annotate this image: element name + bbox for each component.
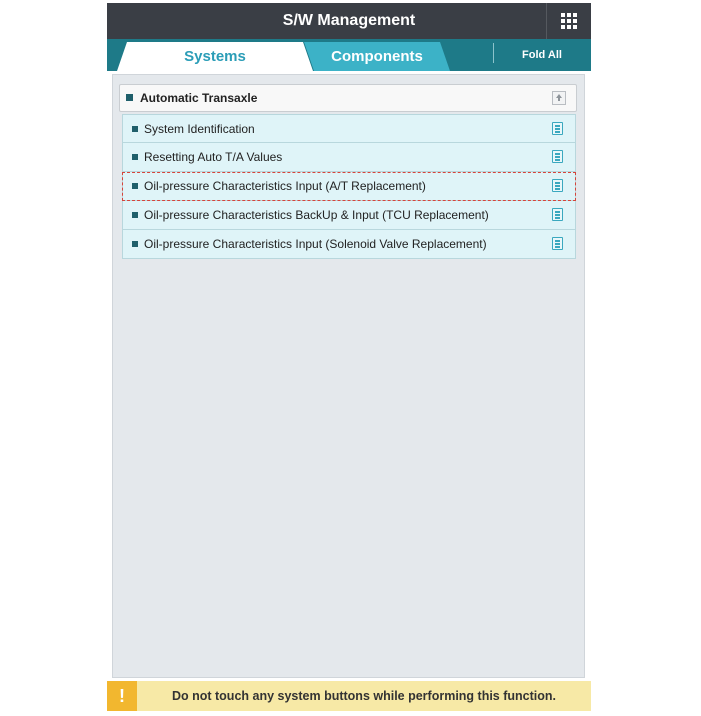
app-window <box>107 3 591 716</box>
content-panel <box>112 74 585 678</box>
item-bullet-icon <box>132 154 138 160</box>
list-item-label: Oil-pressure Characteristics Input (A/T Replacement) <box>144 179 426 193</box>
tab-components[interactable] <box>304 42 450 71</box>
grid-menu-button[interactable] <box>546 3 591 39</box>
warning-banner <box>107 681 591 711</box>
item-bullet-icon <box>132 241 138 247</box>
list-item[interactable] <box>122 201 576 230</box>
warning-text: Do not touch any system buttons while performing this function. <box>171 689 557 703</box>
list-item[interactable] <box>122 114 576 143</box>
warning-icon: ! <box>107 681 137 711</box>
function-list <box>122 114 576 259</box>
document-icon[interactable] <box>552 237 563 250</box>
list-item-label: Resetting Auto T/A Values <box>144 150 283 164</box>
item-bullet-icon <box>132 212 138 218</box>
list-item-label: System Identification <box>144 122 255 136</box>
tab-components-label: Components <box>331 48 423 65</box>
document-icon[interactable] <box>552 179 563 192</box>
section-header[interactable] <box>119 84 577 112</box>
list-item[interactable] <box>122 230 576 259</box>
collapse-up-icon[interactable] <box>552 91 566 105</box>
list-item-label: Oil-pressure Characteristics Input (Solenoid Valve Replacement) <box>144 237 487 251</box>
list-item-label: Oil-pressure Characteristics BackUp & Input (TCU Replacement) <box>144 208 489 222</box>
document-icon[interactable] <box>552 150 563 163</box>
tab-systems-label: Systems <box>184 48 246 65</box>
document-icon[interactable] <box>552 208 563 221</box>
toolbar-divider <box>493 43 494 63</box>
section-title: Automatic Transaxle <box>140 91 258 105</box>
tab-bar <box>107 39 591 71</box>
item-bullet-icon <box>132 183 138 189</box>
title-bar <box>107 3 591 39</box>
tab-systems[interactable] <box>117 42 313 71</box>
page-title: S/W Management <box>282 12 416 29</box>
document-icon[interactable] <box>552 122 563 135</box>
item-bullet-icon <box>132 126 138 132</box>
grid-menu-icon <box>561 13 577 29</box>
list-item[interactable] <box>122 143 576 172</box>
list-item-selected[interactable] <box>122 172 576 201</box>
fold-all-button[interactable]: Fold All <box>522 49 562 61</box>
section-bullet-icon <box>126 94 133 101</box>
